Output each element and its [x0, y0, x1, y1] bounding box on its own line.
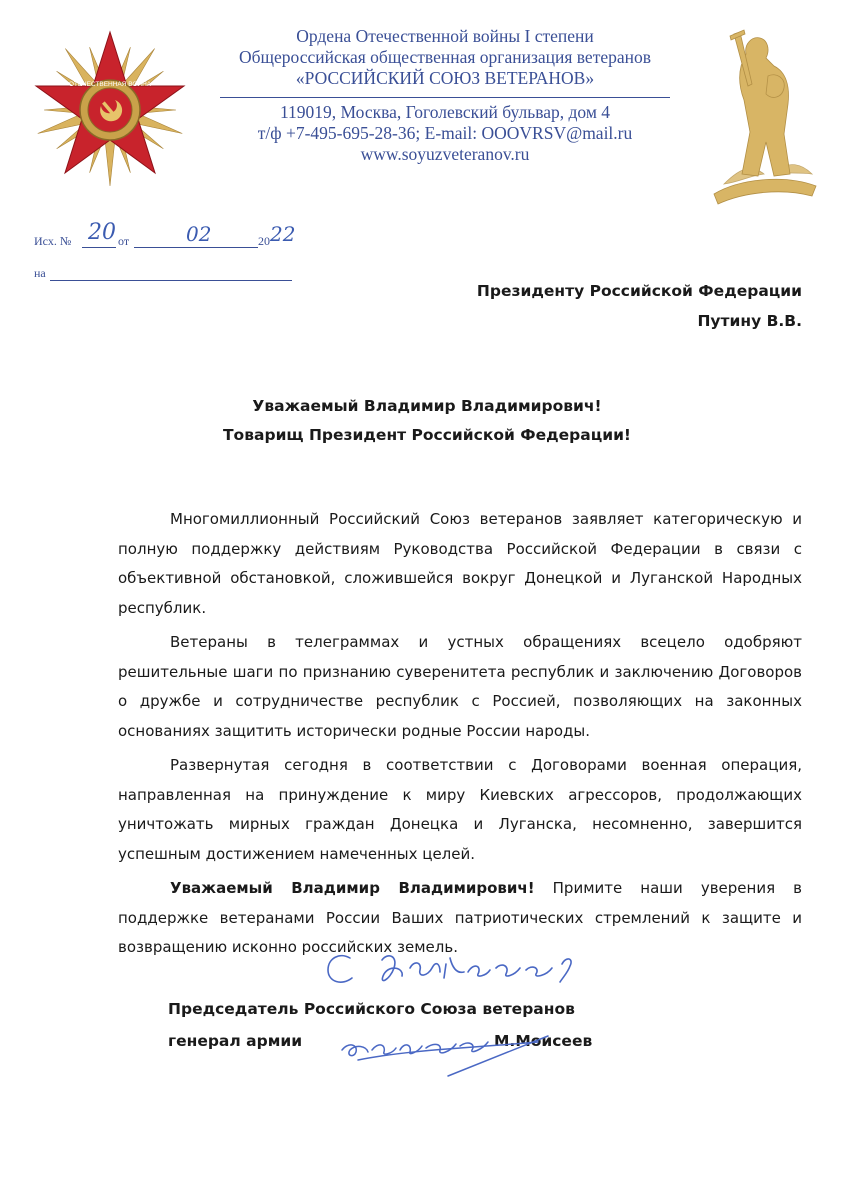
body-paragraph-4-text: Примите наши уверения в поддержке ветеранами России Ваших патриотических стремлений к защите и возвращению исконно российских земель. — [118, 879, 802, 956]
salutation-line-2: Товарищ Президент Российской Федерации! — [222, 426, 631, 444]
date-underline — [134, 247, 258, 248]
handwritten-signature — [338, 1020, 578, 1080]
signer-rank: генерал армии — [168, 1032, 303, 1050]
letterhead-divider — [220, 97, 670, 98]
letterhead — [180, 26, 710, 165]
website: www.soyuzveteranov.ru — [360, 144, 530, 164]
warrior-monument-image — [694, 14, 824, 210]
reply-to-label: на — [34, 266, 46, 280]
svg-text:ОТЕЧЕСТВЕННАЯ ВОЙНА: ОТЕЧЕСТВЕННАЯ ВОЙНА — [68, 81, 152, 88]
signer-name: М.Моисеев — [494, 1032, 593, 1050]
body-paragraph-2: Ветераны в телеграммах и устных обращениях всецело одобряют решительные шаги по признанию суверенитета республик и заключению Договоров о дружбе и сотрудничестве республик с Россией, позволяющих на законных основаниях защитить исторически родные России народы. — [118, 633, 802, 740]
organization-line: Общероссийская общественная организация ветеранов — [238, 47, 652, 67]
body-paragraph-4-address: Уважаемый Владимир Владимирович! — [170, 879, 535, 897]
salutation — [0, 392, 854, 450]
addressee-name: Путину В.В. — [697, 312, 802, 330]
organization-name: «РОССИЙСКИЙ СОЮЗ ВЕТЕРАНОВ» — [295, 68, 595, 88]
signer-title: Председатель Российского Союза ветеранов — [168, 1000, 575, 1018]
contacts: т/ф +7-495-695-28-36; E-mail: OOOVRSV@mail.ru — [257, 123, 633, 143]
address: 119019, Москва, Гоголевский бульвар, дом 4 — [279, 102, 611, 122]
outgoing-number-label: Исх. № — [34, 234, 72, 248]
body-paragraph-3: Развернутая сегодня в соответствии с Договорами военная операция, направленная на принуждение к миру Киевских агрессоров, продолжающих уничтожать мирных граждан Донецка и Луганска, несомненно, завершится успешным достижением намеченных целей. — [118, 756, 802, 863]
salutation-line-1: Уважаемый Владимир Владимирович! — [252, 397, 602, 415]
order-patriotic-war-emblem — [28, 28, 192, 192]
number-underline — [82, 247, 116, 248]
year-prefix: 20 — [258, 234, 270, 248]
date-day-month: 02 — [186, 222, 212, 246]
addressee-block — [477, 276, 802, 336]
order-line: Ордена Отечественной войны I степени — [296, 26, 594, 46]
addressee-position: Президенту Российской Федерации — [476, 282, 802, 300]
letter-body — [118, 505, 802, 968]
handwritten-closing — [318, 946, 588, 994]
year-suffix: 22 — [270, 222, 296, 246]
reply-to-underline — [50, 280, 292, 281]
outgoing-number: 20 — [88, 220, 116, 245]
body-paragraph-1: Многомиллионный Российский Союз ветеранов заявляет категорическую и полную поддержку действиям Руководства Российской Федерации в связи с объективной обстановкой, сложившейся вокруг Донецкой и Луганской Народных республик. — [118, 510, 802, 617]
date-from-label: от — [118, 234, 130, 248]
